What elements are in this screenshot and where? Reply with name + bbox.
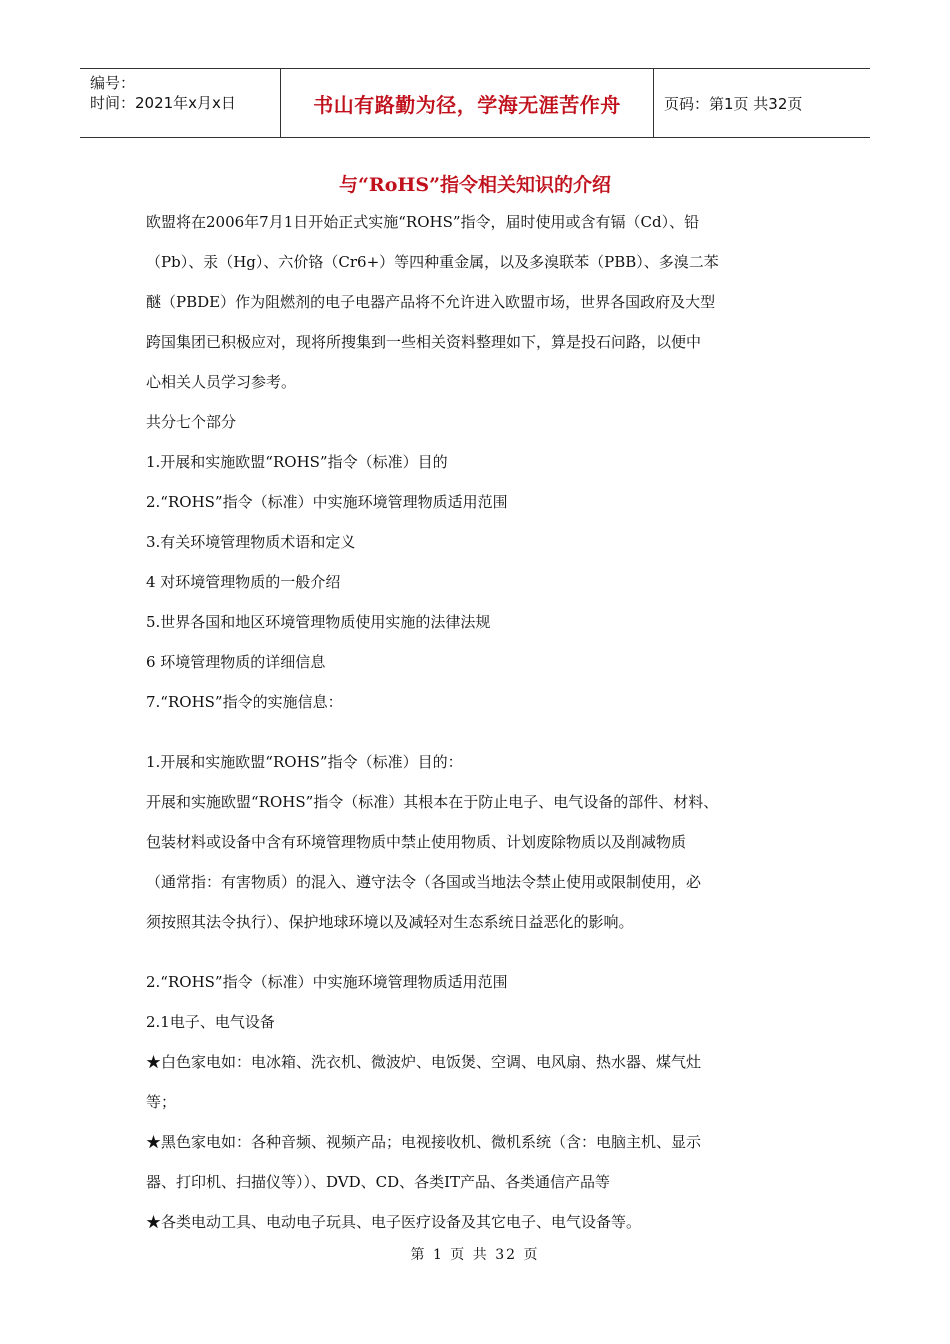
header-meta: [80, 69, 281, 137]
header-page-info: [654, 69, 870, 137]
body-line: 2.“ROHS”指令（标准）中实施环境管理物质适用范围: [146, 493, 508, 511]
document-title: 与“RoHS”指令相关知识的介绍: [339, 174, 611, 196]
document-body: [146, 202, 808, 1242]
body-line: 器、打印机、扫描仪等））、DVD、CD、各类IT产品、各类通信产品等: [146, 1173, 611, 1191]
body-line: 3.有关环境管理物质术语和定义: [146, 533, 356, 551]
body-line: 包装材料或设备中含有环境管理物质中禁止使用物质、计划废除物质以及削减物质: [146, 833, 687, 851]
time-label: 时间：2021年x月x日: [90, 94, 236, 112]
page-info: 页码：第1页 共32页: [664, 94, 803, 113]
body-line: ★白色家电如：电冰箱、洗衣机、微波炉、电饭煲、空调、电风扇、热水器、煤气灶: [146, 1053, 702, 1071]
body-line: 开展和实施欧盟“ROHS”指令（标准）其根本在于防止电子、电气设备的部件、材料、: [146, 793, 719, 811]
page-footer: 第 1 页 共 32 页: [410, 1247, 540, 1263]
body-line: ★各类电动工具、电动电子玩具、电子医疗设备及其它电子、电气设备等。: [146, 1213, 642, 1231]
body-line: （Pb）、汞（Hg）、六价铬（Cr6+）等四种重金属，以及多溴联苯（PBB）、多溴二苯: [146, 253, 719, 271]
page-header: [80, 68, 870, 138]
body-line: ★黑色家电如：各种音频、视频产品；电视接收机、微机系统（含：电脑主机、显示: [146, 1133, 702, 1151]
body-line: 2.“ROHS”指令（标准）中实施环境管理物质适用范围: [146, 973, 508, 991]
body-line: 共分七个部分: [146, 413, 237, 431]
body-line: 1.开展和实施欧盟“ROHS”指令（标准）目的: [146, 453, 448, 471]
body-line: 4 对环境管理物质的一般介绍: [146, 573, 341, 591]
motto: 书山有路勤为径，学海无涯苦作舟: [313, 92, 621, 117]
body-line: 1.开展和实施欧盟“ROHS”指令（标准）目的：: [146, 753, 463, 771]
header-motto-cell: [281, 69, 654, 137]
body-line: （通常指：有害物质）的混入、遵守法令（各国或当地法令禁止使用或限制使用，必: [146, 873, 702, 891]
body-line: 欧盟将在2006年7月1日开始正式实施“ROHS”指令，届时使用或含有镉（Cd）、铅: [146, 213, 700, 231]
body-line: 须按照其法令执行）、保护地球环境以及减轻对生态系统日益恶化的影响。: [146, 913, 634, 931]
body-line: 2.1电子、电气设备: [146, 1013, 275, 1031]
body-line: 6 环境管理物质的详细信息: [146, 653, 326, 671]
body-line: 醚（PBDE）作为阻燃剂的电子电器产品将不允许进入欧盟市场，世界各国政府及大型: [146, 293, 716, 311]
body-line: 5.世界各国和地区环境管理物质使用实施的法律法规: [146, 613, 491, 631]
body-line: 跨国集团已积极应对，现将所搜集到一些相关资料整理如下，算是投石问路，以便中: [146, 333, 702, 351]
body-line: 等；: [146, 1093, 177, 1111]
body-line: 7.“ROHS”指令的实施信息：: [146, 693, 343, 711]
body-line: 心相关人员学习参考。: [146, 373, 297, 391]
number-label: 编号：: [90, 74, 136, 92]
